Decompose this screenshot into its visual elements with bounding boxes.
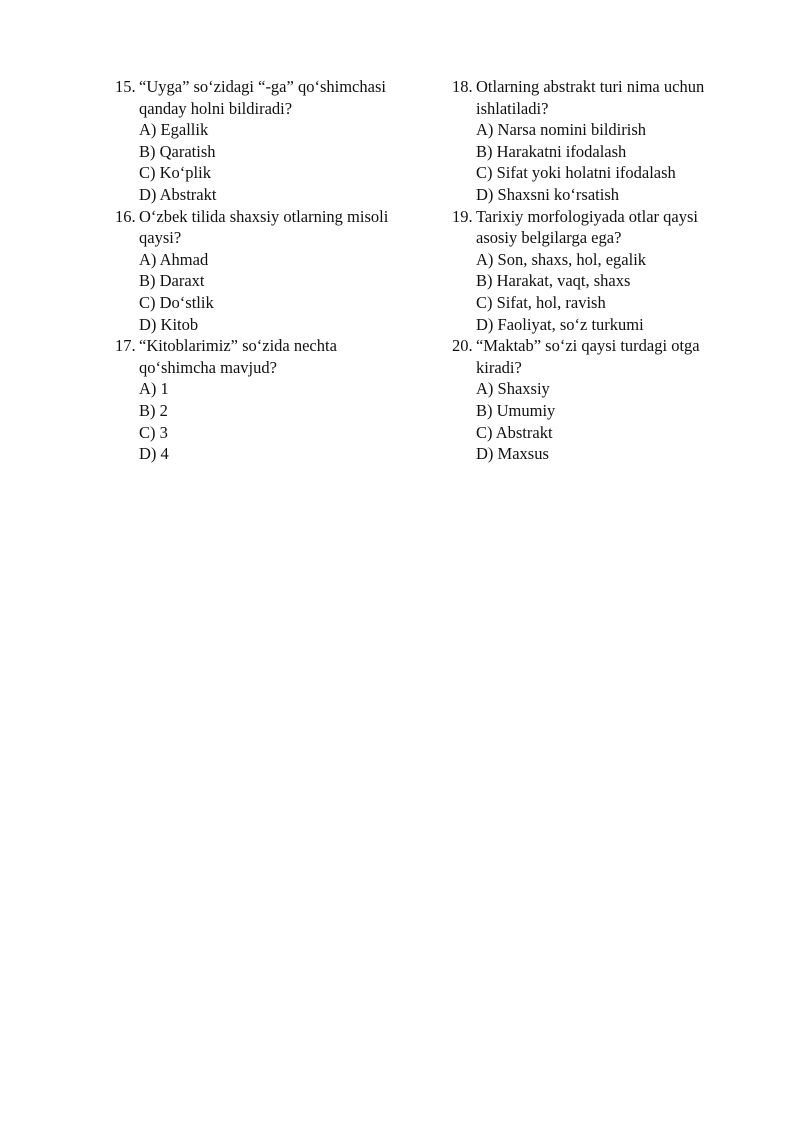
- question-17: [115, 335, 435, 465]
- question-19: [452, 206, 772, 336]
- right-column: [452, 76, 772, 465]
- option-b: B) Qaratish: [139, 141, 216, 161]
- question-number: 15.: [115, 77, 136, 96]
- question-text: O‘zbek tilida shaxsiy otlarning misoli qaysi?: [139, 206, 389, 248]
- question-text: “Maktab” so‘zi qaysi turdagi otga kiradi?: [476, 336, 700, 377]
- question-20: [452, 335, 772, 465]
- option-c: C) 3: [139, 422, 168, 442]
- option-a: A) 1: [139, 379, 169, 399]
- option-a: A) Shaxsiy: [476, 379, 550, 399]
- left-column: [115, 76, 435, 465]
- question-number: 20.: [452, 336, 473, 356]
- question-text: “Kitoblarimiz” so‘zida nechta qo‘shimcha mavjud?: [139, 336, 337, 377]
- question-18: [452, 76, 772, 206]
- option-d: D) Shaxsni ko‘rsatish: [476, 184, 619, 204]
- option-d: D) Kitob: [139, 314, 199, 334]
- option-d: D) Abstrakt: [139, 184, 217, 204]
- option-d: D) 4: [139, 444, 169, 464]
- option-c: C) Sifat, hol, ravish: [476, 292, 606, 312]
- question-15: [115, 76, 435, 206]
- option-b: B) Daraxt: [139, 271, 205, 291]
- option-c: C) Do‘stlik: [139, 292, 214, 312]
- question-number: 19.: [452, 206, 473, 226]
- option-b: B) Harakat, vaqt, shaxs: [476, 271, 631, 291]
- option-c: C) Sifat yoki holatni ifodalash: [476, 163, 676, 183]
- question-text: “Uyga” so‘zidagi “-ga” qo‘shimchasi qanday holni bildiradi?: [139, 77, 386, 118]
- question-number: 18.: [452, 77, 473, 96]
- option-b: B) 2: [139, 400, 168, 420]
- question-16: [115, 206, 435, 336]
- question-number: 17.: [115, 336, 136, 356]
- option-c: C) Abstrakt: [476, 422, 553, 442]
- question-text: Otlarning abstrakt turi nima uchun ishlatiladi?: [476, 77, 705, 118]
- option-a: A) Ahmad: [139, 249, 209, 269]
- answer-options: [115, 119, 435, 205]
- option-c: C) Ko‘plik: [139, 163, 211, 183]
- option-a: A) Son, shaxs, hol, egalik: [476, 249, 647, 269]
- answer-options: [115, 249, 435, 335]
- question-number: 16.: [115, 206, 136, 226]
- answer-options: [115, 378, 435, 464]
- answer-options: [452, 249, 772, 335]
- option-b: B) Harakatni ifodalash: [476, 141, 627, 161]
- option-d: D) Maxsus: [476, 444, 549, 464]
- option-b: B) Umumiy: [476, 400, 556, 420]
- answer-options: [452, 119, 772, 205]
- option-a: A) Egallik: [139, 120, 209, 140]
- answer-options: [452, 378, 772, 464]
- option-a: A) Narsa nomini bildirish: [476, 120, 647, 140]
- option-d: D) Faoliyat, so‘z turkumi: [476, 314, 644, 334]
- question-text: Tarixiy morfologiyada otlar qaysi asosiy belgilarga ega?: [476, 206, 698, 248]
